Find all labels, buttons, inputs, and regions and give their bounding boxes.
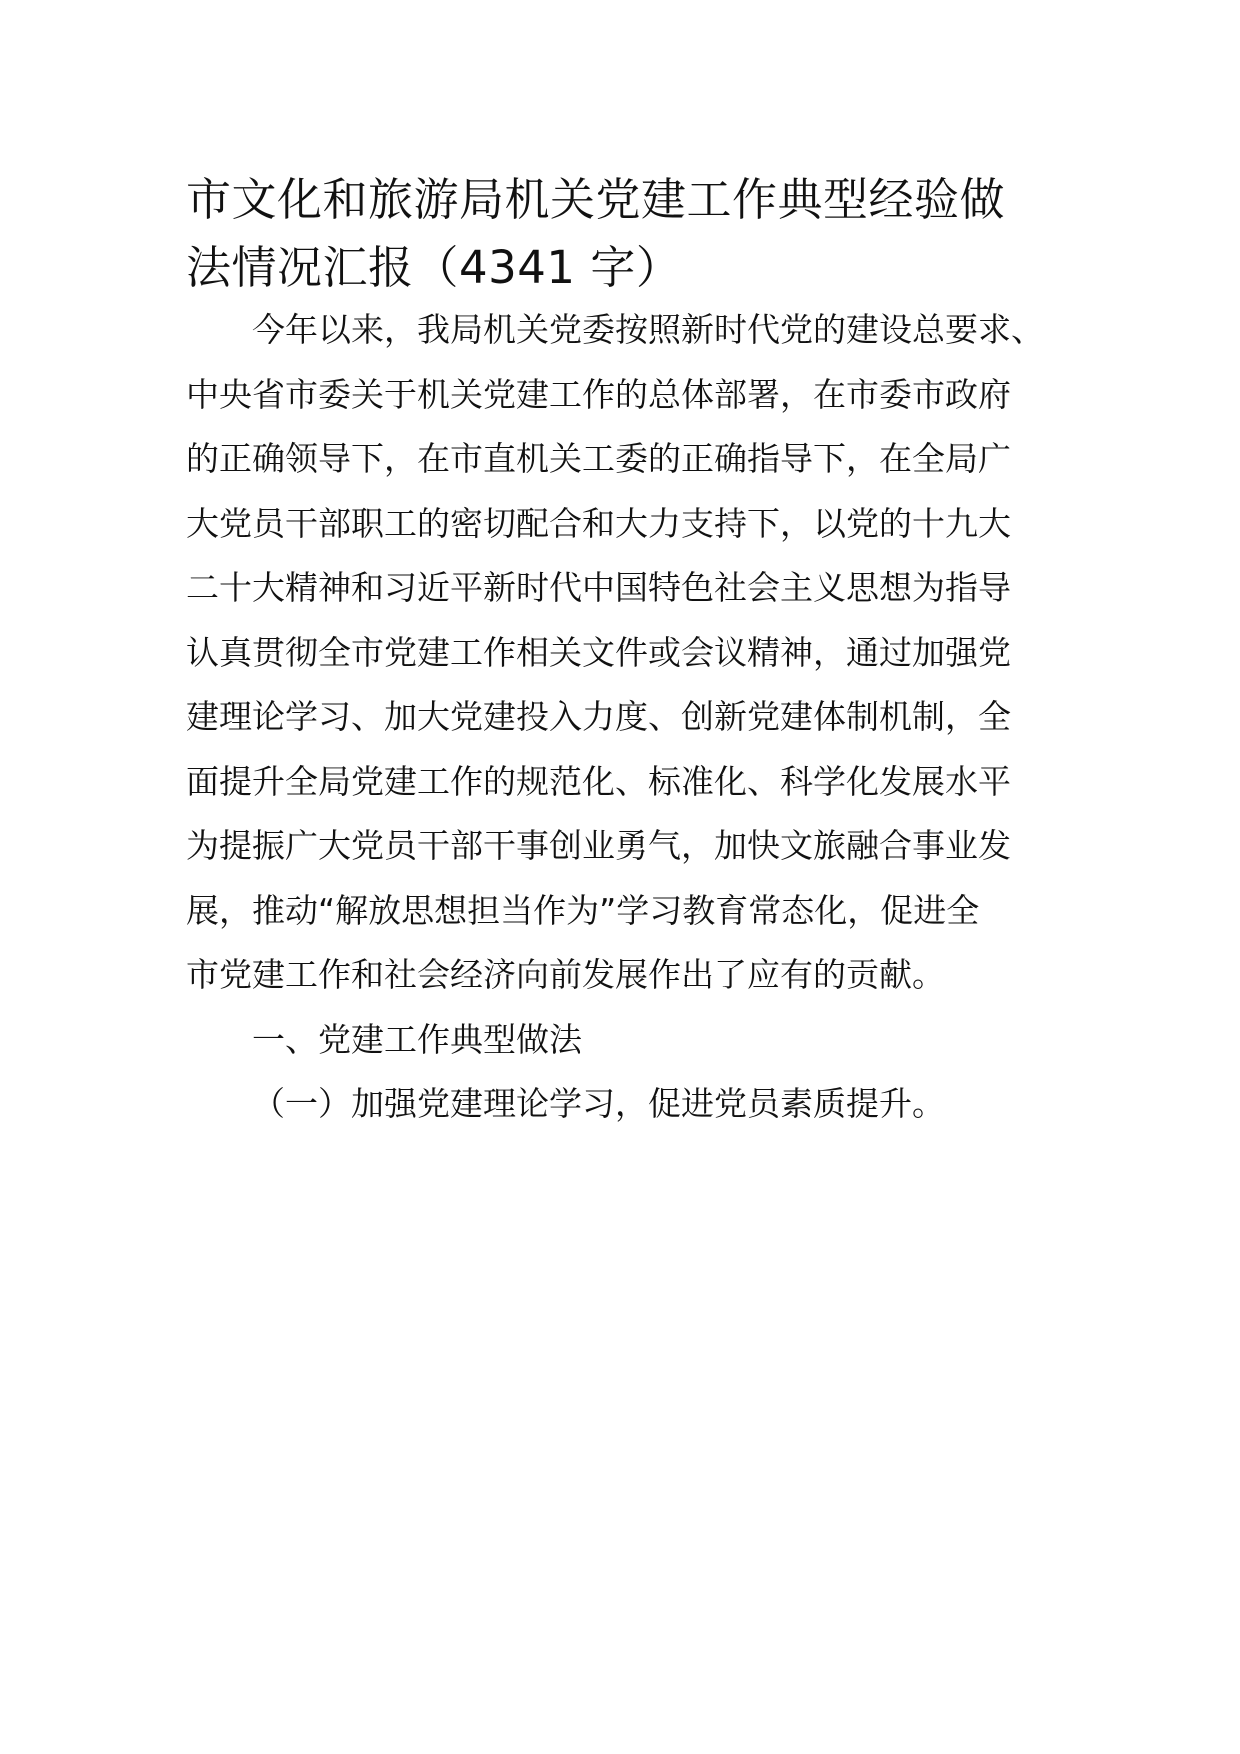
paragraph-line: 大党员干部职工的密切配合和大力支持下，以党的十九大: [186, 503, 1011, 543]
section-heading: 一、党建工作典型做法: [252, 1019, 582, 1059]
paragraph-line: 建理论学习、加大党建投入力度、创新党建体制机制，全: [186, 697, 1011, 736]
paragraph-line: 为提振广大党员干部干事创业勇气，加快文旅融合事业发: [186, 826, 1011, 865]
document-body: [186, 298, 1066, 1137]
paragraph-line: 今年以来，我局机关党委按照新时代党的建设总要求、: [252, 310, 1044, 349]
subsection-heading: （一）加强党建理论学习，促进党员素质提升。: [252, 1084, 945, 1123]
paragraph-line: 认真贯彻全市党建工作相关文件或会议精神，通过加强党: [186, 632, 1011, 672]
paragraph-line: 二十大精神和习近平新时代中国特色社会主义思想为指导: [186, 568, 1011, 607]
paragraph-line: 中央省市委关于机关党建工作的总体部署，在市委市政府: [186, 374, 1011, 414]
paragraph-line: 市党建工作和社会经济向前发展作出了应有的贡献。: [186, 955, 945, 994]
paragraph-line: 展，推动“解放思想担当作为”学习教育常态化，促进全: [186, 890, 980, 930]
paragraph-line: 面提升全局党建工作的规范化、标准化、科学化发展水平: [186, 761, 1011, 801]
title-line: 法情况汇报（4341 字）: [186, 241, 682, 294]
paragraph-line: 的正确领导下，在市直机关工委的正确指导下，在全局广: [186, 439, 1011, 478]
title-line: 市文化和旅游局机关党建工作典型经验做: [186, 173, 1006, 226]
document-title: [186, 166, 1066, 302]
